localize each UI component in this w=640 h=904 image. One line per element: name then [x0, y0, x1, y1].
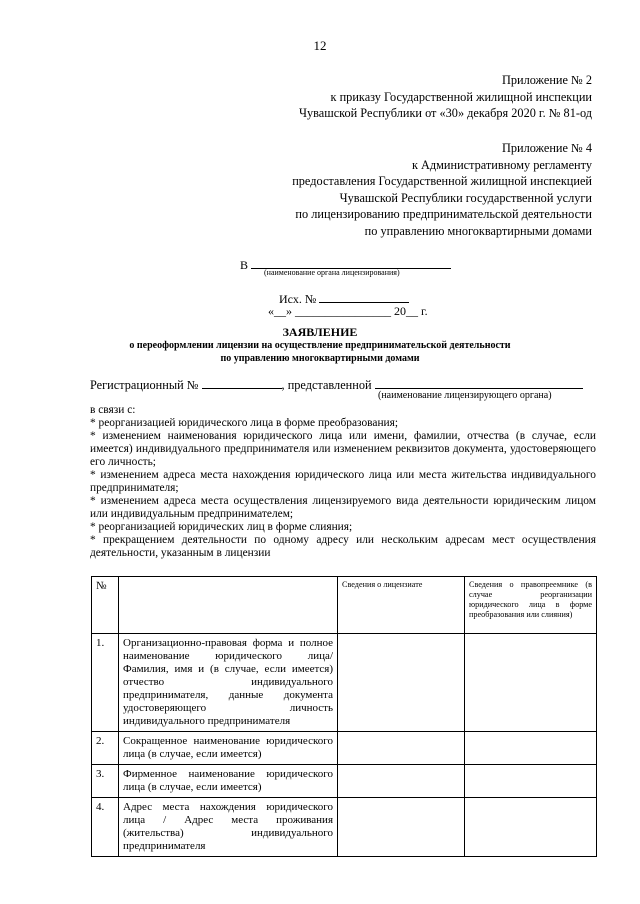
row-number: 4.	[92, 798, 119, 857]
appendix-2-header	[299, 72, 592, 122]
table-row	[92, 765, 597, 798]
appendix-4-header	[292, 140, 592, 239]
page-number: 12	[313, 38, 327, 53]
appendix-line: Приложение № 4	[501, 141, 592, 155]
header-successor: Сведения о правопреемнике (в случае реорганизации юридического лица в форме преобразования или слияния)	[465, 577, 597, 634]
appendix-line: к Административному регламенту	[411, 157, 592, 172]
licensee-cell	[338, 765, 465, 798]
row-number: 3.	[92, 765, 119, 798]
reasons-list	[90, 404, 596, 560]
row-field-name: Адрес места нахождения юридического лица / Адрес места проживания (жительства) индивидуального предпринимателя	[119, 798, 338, 857]
document-title: ЗАЯВЛЕНИЕ	[282, 325, 358, 339]
registration-blank	[202, 377, 282, 389]
row-number: 2.	[92, 732, 119, 765]
row-field-name: Сокращенное наименование юридического лица (в случае, если имеется)	[119, 732, 338, 765]
registration-label: Регистрационный №	[90, 378, 199, 392]
successor-cell	[465, 765, 597, 798]
license-data-table	[91, 576, 597, 857]
appendix-line: предоставления Государственной жилищной инспекцией	[292, 174, 592, 188]
appendix-line: к приказу Государственной жилищной инспекции	[330, 89, 592, 104]
licensee-cell	[338, 798, 465, 857]
header-number: №	[92, 577, 119, 634]
subtitle-line: о переоформлении лицензии на осуществление предпринимательской деятельности	[129, 340, 511, 351]
table-header-row	[92, 577, 597, 634]
row-field-name: Организационно-правовая форма и полное наименование юридического лица/ Фамилия, имя и (в случае, если имеется) отчество индивидуального предпринимателя, данные документа удостоверяющего личность индивидуального предпринимателя	[119, 634, 338, 732]
licensee-cell	[338, 634, 465, 732]
authority-blank	[375, 377, 583, 389]
appendix-line: по лицензированию предпринимательской деятельности	[295, 207, 592, 221]
row-number: 1.	[92, 634, 119, 732]
reason-item: * изменением наименования юридического лица или имени, фамилии, отчества (в случае, если имеется) индивидуального предпринимателя или изменением реквизитов документа, удостоверяющего его личность;	[90, 430, 596, 468]
appendix-line: Чувашской Республики государственной услуги	[339, 190, 592, 205]
outgoing-date: «__» ________________ 20__ г.	[268, 304, 428, 318]
recipient-prefix: В	[240, 258, 249, 272]
table-row	[92, 732, 597, 765]
reason-item: * реорганизацией юридического лица в форме преобразования;	[90, 417, 399, 429]
successor-cell	[465, 732, 597, 765]
appendix-line: по управлению многоквартирными домами	[364, 223, 592, 238]
header-field	[119, 577, 338, 634]
row-field-name: Фирменное наименование юридического лица (в случае, если имеется)	[119, 765, 338, 798]
table-row	[92, 634, 597, 732]
reason-item: * изменением адреса места нахождения юридического лица или места жительства индивидуального предпринимателя;	[90, 469, 596, 494]
header-licensee: Сведения о лицензиате	[338, 577, 465, 634]
reason-item: * прекращением деятельности по одному адресу или нескольким адресам мест осуществления деятельности, указанным в лицензии	[90, 534, 596, 559]
successor-cell	[465, 798, 597, 857]
outgoing-number-label: Исх. №	[279, 292, 317, 306]
reason-item: * изменением адреса места осуществления лицензируемого вида деятельности юридическим лицом или индивидуальным предпринимателем;	[90, 495, 596, 520]
appendix-line: Чувашской Республики от «30» декабря 2020 г. № 81-од	[298, 106, 592, 120]
document-subtitle	[0, 339, 640, 365]
appendix-line: Приложение № 2	[501, 73, 592, 87]
recipient-caption: (наименование органа лицензирования)	[264, 268, 400, 277]
licensee-cell	[338, 732, 465, 765]
reason-item: * реорганизацией юридических лиц в форме слияния;	[90, 521, 353, 533]
subtitle-line: по управлению многоквартирными домами	[220, 353, 420, 364]
table-row	[92, 798, 597, 857]
outgoing-number-blank	[319, 291, 409, 303]
represented-label: , представленной	[281, 378, 372, 392]
authority-caption: (наименование лицензирующего органа)	[378, 390, 552, 401]
successor-cell	[465, 634, 597, 732]
reasons-intro: в связи с:	[90, 404, 136, 416]
